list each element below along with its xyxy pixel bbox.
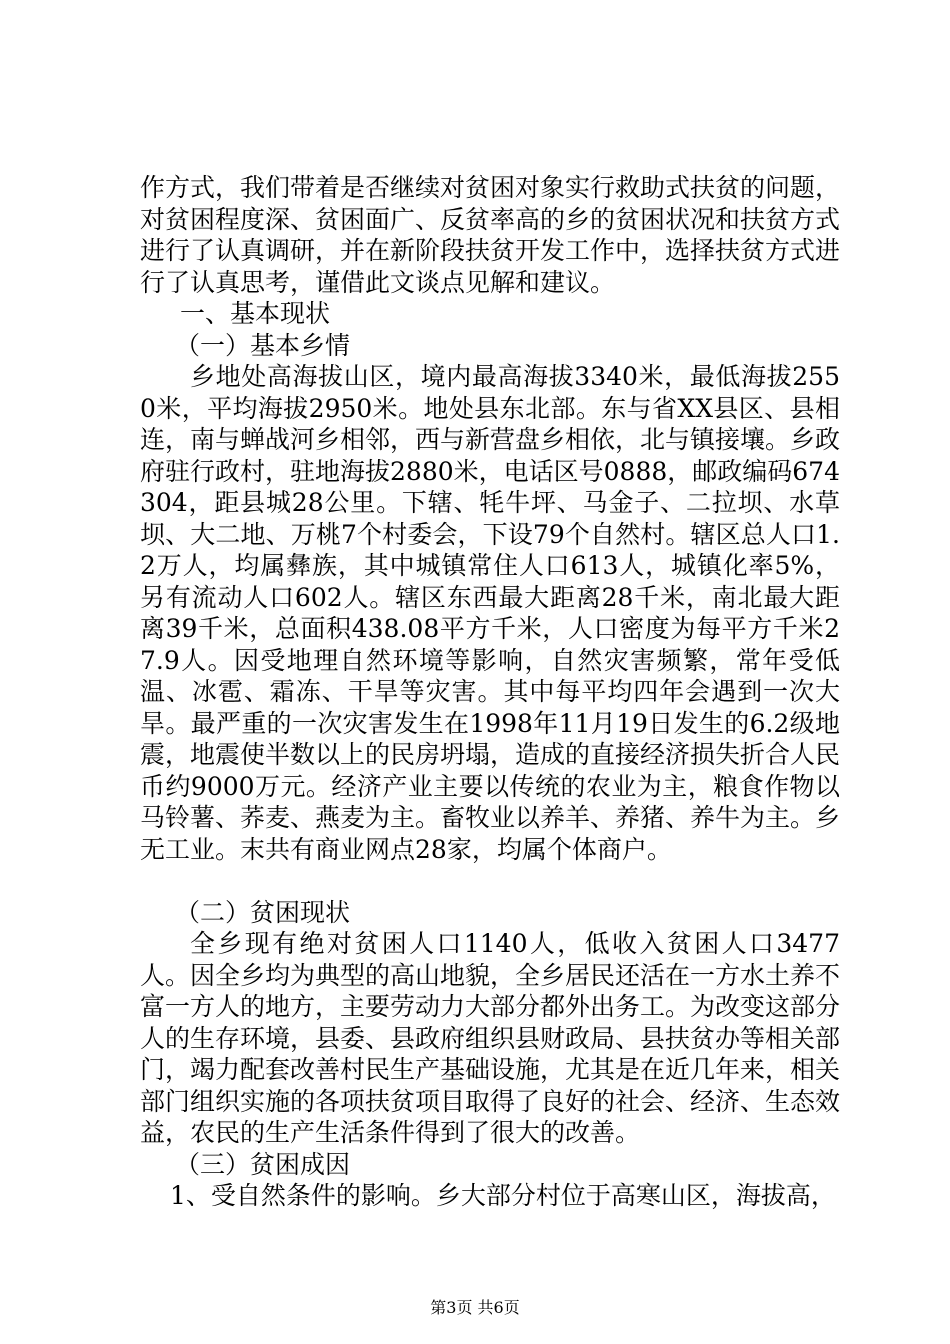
section-heading-basic-status: 一、基本现状 <box>180 299 331 328</box>
poverty-status-paragraph: 全乡现有绝对贫困人口1140人，低收入贫困人口3477人。因全乡均为典型的高山地貌，全乡居民还活在一方水土养不富一方人的地方，主要劳动力大部分都外出务工。为改变这部分人的生存环境，县委、县政府组织县财政局、县扶贫办等相关部门，竭力配套改善村民生产基础设施，尤其是在近几年来，相关部门组织实施的各项扶贫项目取得了良好的社会、经济、生态效益，农民的生产生活条件得到了很大的改善。 <box>140 929 841 1147</box>
blank-line <box>140 865 840 897</box>
page-number-footer: 第3页 共6页 <box>430 1298 520 1317</box>
subsection-heading-basic-township: （一）基本乡情 <box>175 330 351 360</box>
cause-item-1: 1、受自然条件的影响。乡大部分村位于高寒山区，海拔高， <box>170 1181 836 1210</box>
subsection-heading-poverty-status: （二）贫困现状 <box>175 897 351 927</box>
document-body <box>140 172 840 1212</box>
basic-info-paragraph: 乡地处高海拔山区，境内最高海拔3340米，最低海拔2550米，平均海拔2950米。地处县东北部。东与省XX县区、县相连，南与蝉战河乡相邻，西与新营盘乡相依，北与镇接壤。乡政府驻行政村，驻地海拔2880米，电话区号0888，邮政编码674304，距县城28公里。下辖、牦牛坪、马金子、二拉坝、水草坝、大二地、万桃7个村委会，下设79个自然村。辖区总人口1.2万人，均属彝族，其中城镇常住人口613人，城镇化率5%，另有流动人口602人。辖区东西最大距离28千米，南北最大距离39千米，总面积438.08平方千米，人口密度为每平方千米27.9人。因受地理自然环境等影响，自然灾害频繁，常年受低温、冰雹、霜冻、干旱等灾害。其中每平均四年会遇到一次大旱。最严重的一次灾害发生在1998年11月19日发生的6.2级地震，地震使半数以上的民房坍塌，造成的直接经济损失折合人民币约9000万元。经济产业主要以传统的农业为主，粮食作物以马铃薯、荞麦、燕麦为主。畜牧业以养羊、养猪、养牛为主。乡无工业。末共有商业网点28家，均属个体商户。 <box>140 362 841 864</box>
intro-paragraph: 作方式，我们带着是否继续对贫困对象实行救助式扶贫的问题，对贫困程度深、贫困面广、反贫率高的乡的贫困状况和扶贫方式进行了认真调研，并在新阶段扶贫开发工作中，选择扶贫方式进行了认真思考，谨借此文谈点见解和建议。 <box>140 173 841 297</box>
subsection-heading-poverty-causes: （三）贫困成因 <box>175 1149 351 1179</box>
